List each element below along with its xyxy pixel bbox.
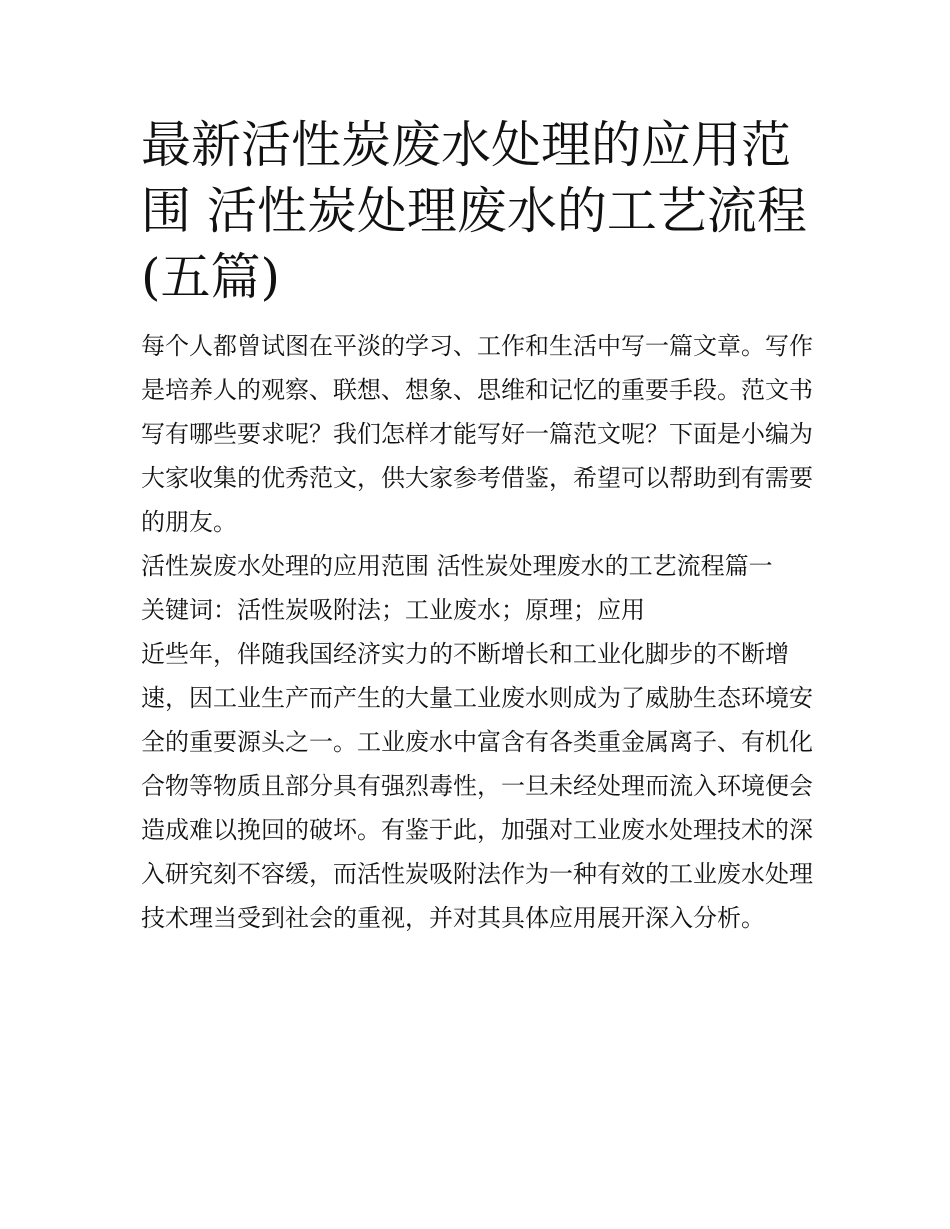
document-page bbox=[141, 112, 813, 940]
section-heading: 活性炭废水处理的应用范围 活性炭处理废水的工艺流程篇一 bbox=[141, 552, 773, 580]
document-title: 最新活性炭废水处理的应用范围 活性炭处理废水的工艺流程(五篇) bbox=[141, 116, 807, 306]
keywords-line: 关键词：活性炭吸附法；工业废水；原理；应用 bbox=[141, 596, 645, 624]
body-paragraph: 近些年，伴随我国经济实力的不断增长和工业化脚步的不断增速，因工业生产而产生的大量工业废水则成为了威胁生态环境安全的重要源头之一。工业废水中富含有各类重金属离子、有机化合物等物质且部分具有强烈毒性，一旦未经处理而流入环境便会造成难以挽回的破坏。有鉴于此，加强对工业废水处理技术的深入研究刻不容缓，而活性炭吸附法作为一种有效的工业废水处理技术理当受到社会的重视，并对其具体应用展开深入分析。 bbox=[141, 640, 813, 932]
intro-paragraph: 每个人都曾试图在平淡的学习、工作和生活中写一篇文章。写作是培养人的观察、联想、想象、思维和记忆的重要手段。范文书写有哪些要求呢？我们怎样才能写好一篇范文呢？下面是小编为大家收集的优秀范文，供大家参考借鉴，希望可以帮助到有需要的朋友。 bbox=[141, 332, 813, 536]
